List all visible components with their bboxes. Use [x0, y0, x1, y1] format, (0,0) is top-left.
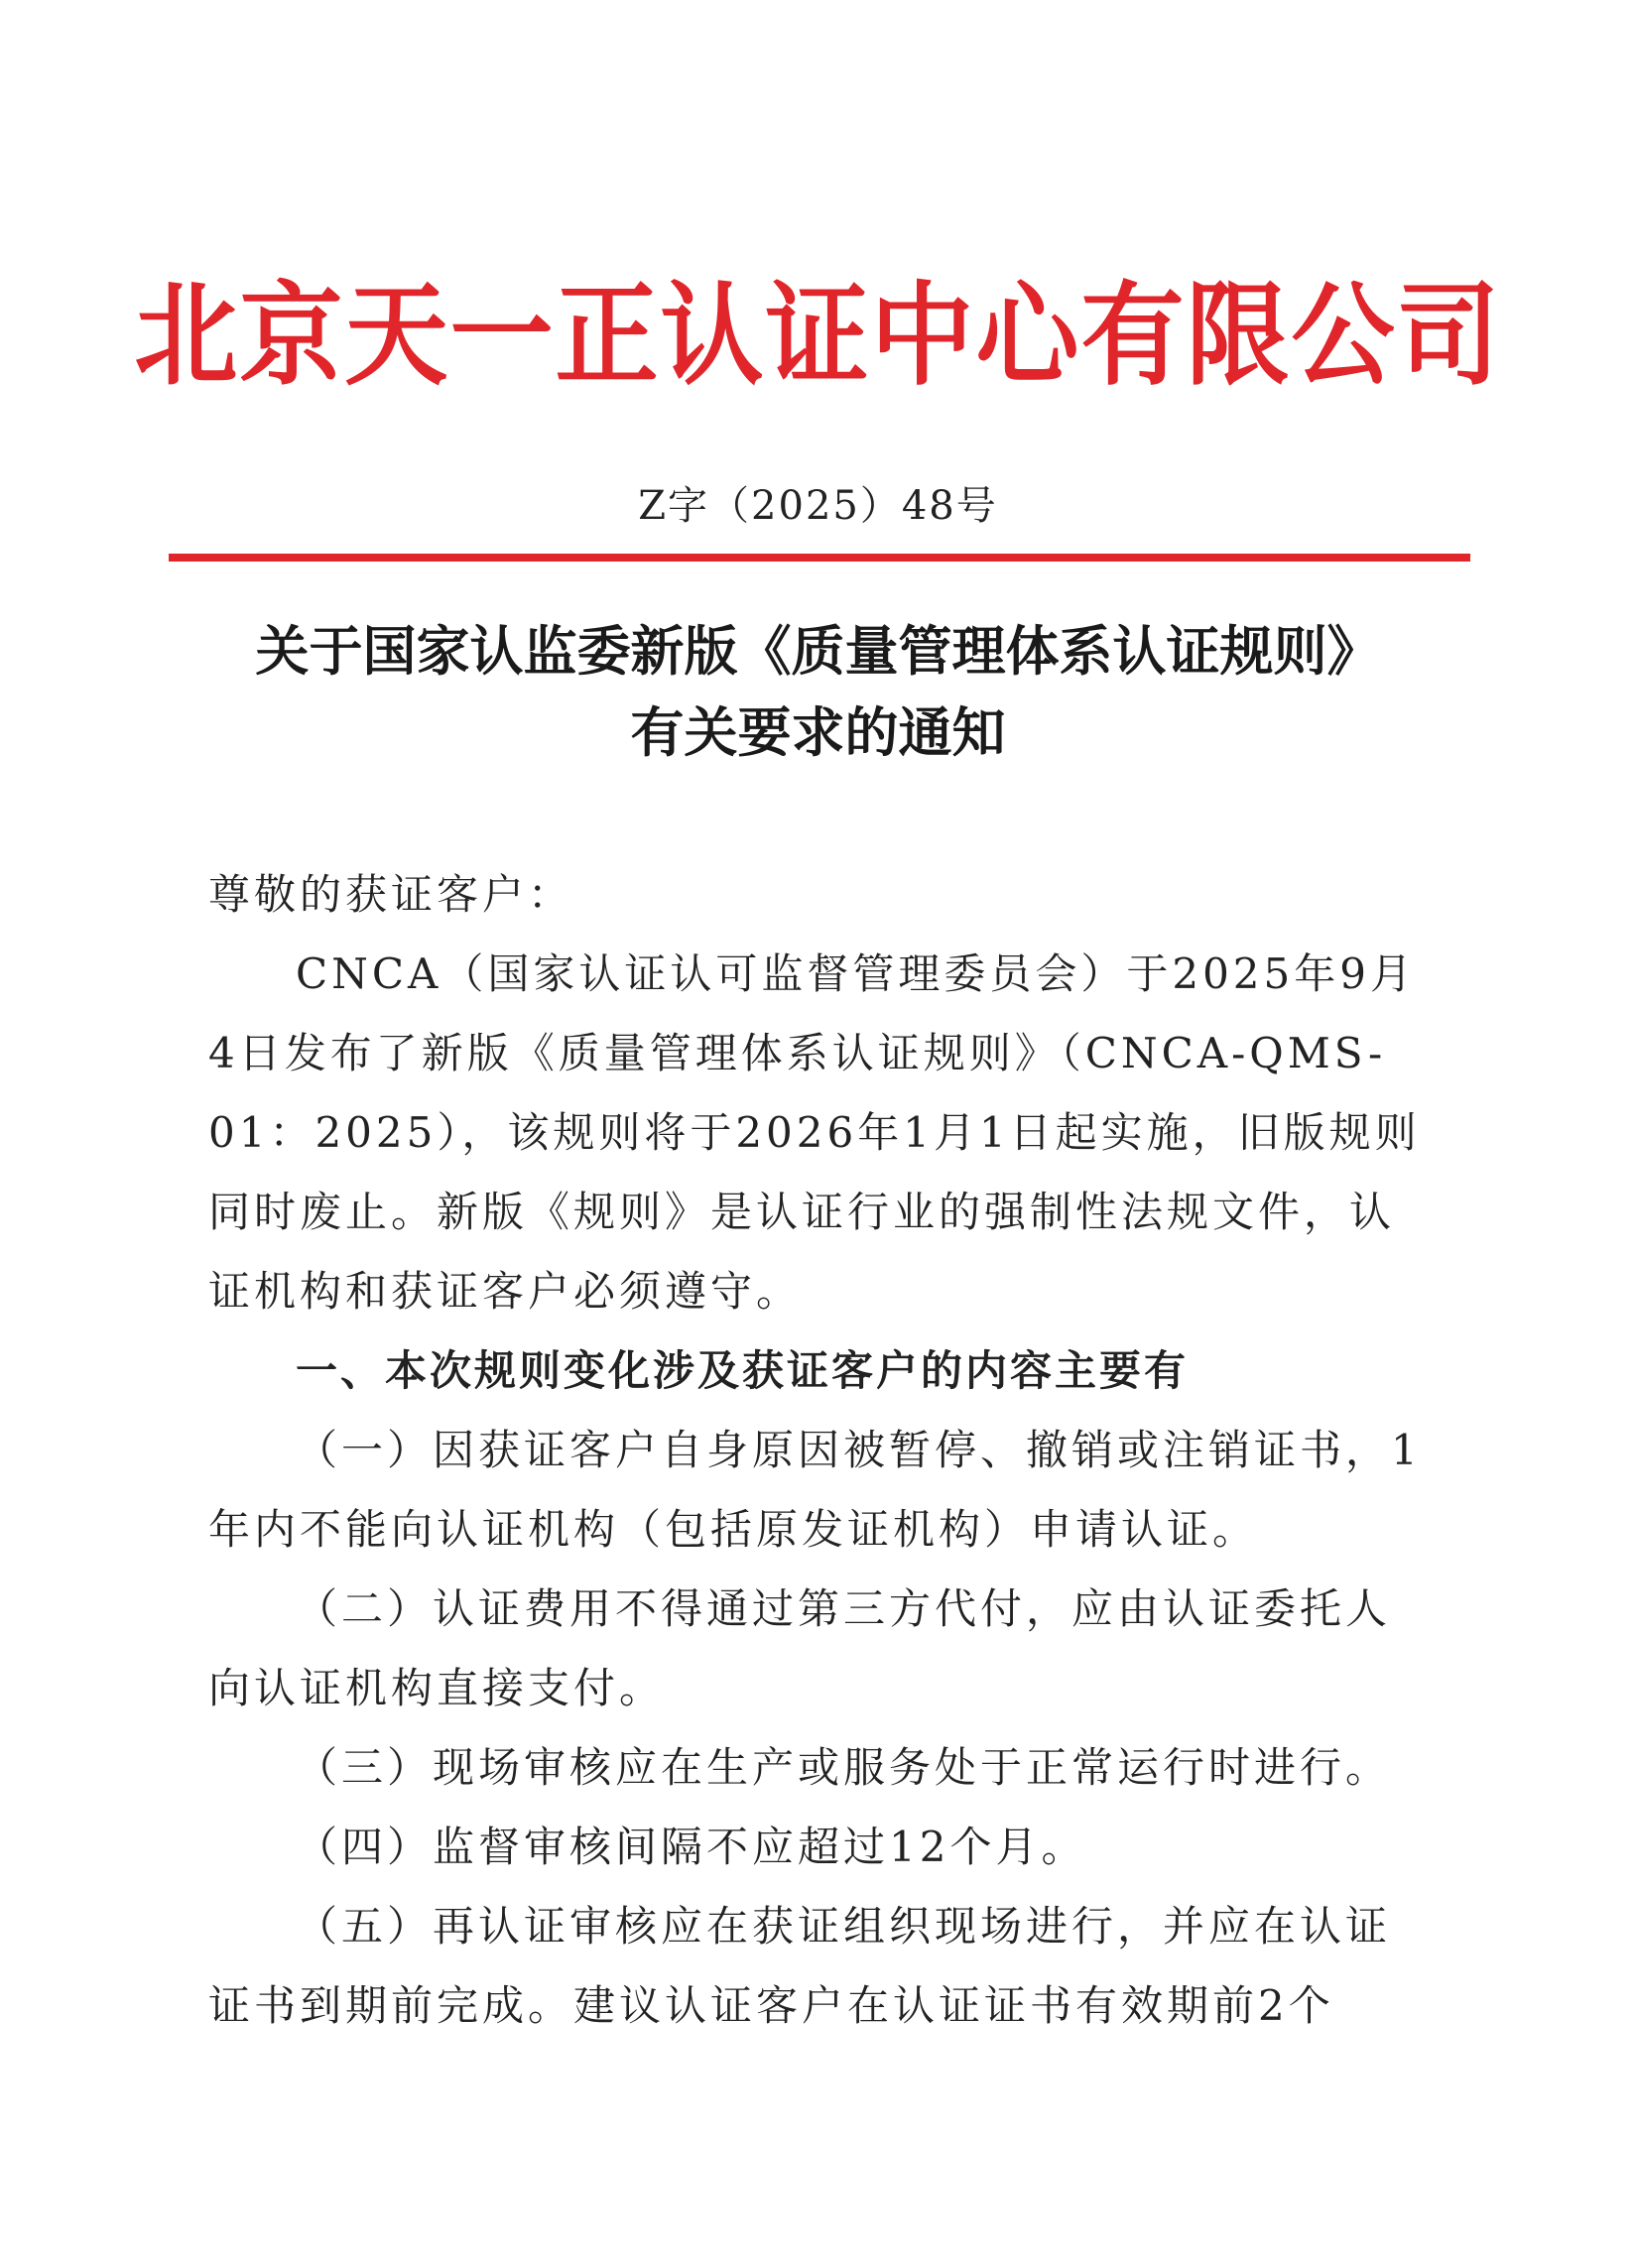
list-item: （三）现场审核应在生产或服务处于正常运行时进行。 — [296, 1743, 1392, 1792]
document-title — [149, 611, 1487, 774]
list-item: （五）再认证审核应在获证组织现场进行，并应在认证证书到期前完成。建议认证客户在认证证书有效期前2个 — [208, 1902, 1392, 2030]
section-heading: 一、本次规则变化涉及获证客户的内容主要有 — [296, 1346, 1190, 1395]
title-line-1: 关于国家认监委新版《质量管理体系认证规则》 — [255, 620, 1381, 683]
list-item: （一）因获证客户自身原因被暂停、撤销或注销证书，1年内不能向认证机构（包括原发证机构）申请认证。 — [208, 1426, 1422, 1554]
list-item: （四）监督审核间隔不应超过12个月。 — [296, 1823, 1087, 1871]
company-letterhead: 北京天一正认证中心有限公司 — [134, 270, 1502, 401]
title-line-2: 有关要求的通知 — [630, 701, 1006, 764]
red-divider-line — [169, 554, 1470, 562]
document-body — [208, 855, 1429, 2046]
list-item: （二）认证费用不得通过第三方代付，应由认证委托人向认证机构直接支付。 — [208, 1584, 1392, 1712]
intro-paragraph: CNCA（国家认证认可监督管理委员会）于2025年9月4日发布了新版《质量管理体系认证规则》（CNCA-QMS-01：2025），该规则将于2026年1月1日起实施，旧版规则同时废止。新版《规则》是认证行业的强制性法规文件，认证机构和获证客户必须遵守。 — [208, 949, 1421, 1316]
salutation: 尊敬的获证客户： — [208, 870, 574, 919]
document-number: Z字（2025）48号 — [638, 483, 998, 529]
